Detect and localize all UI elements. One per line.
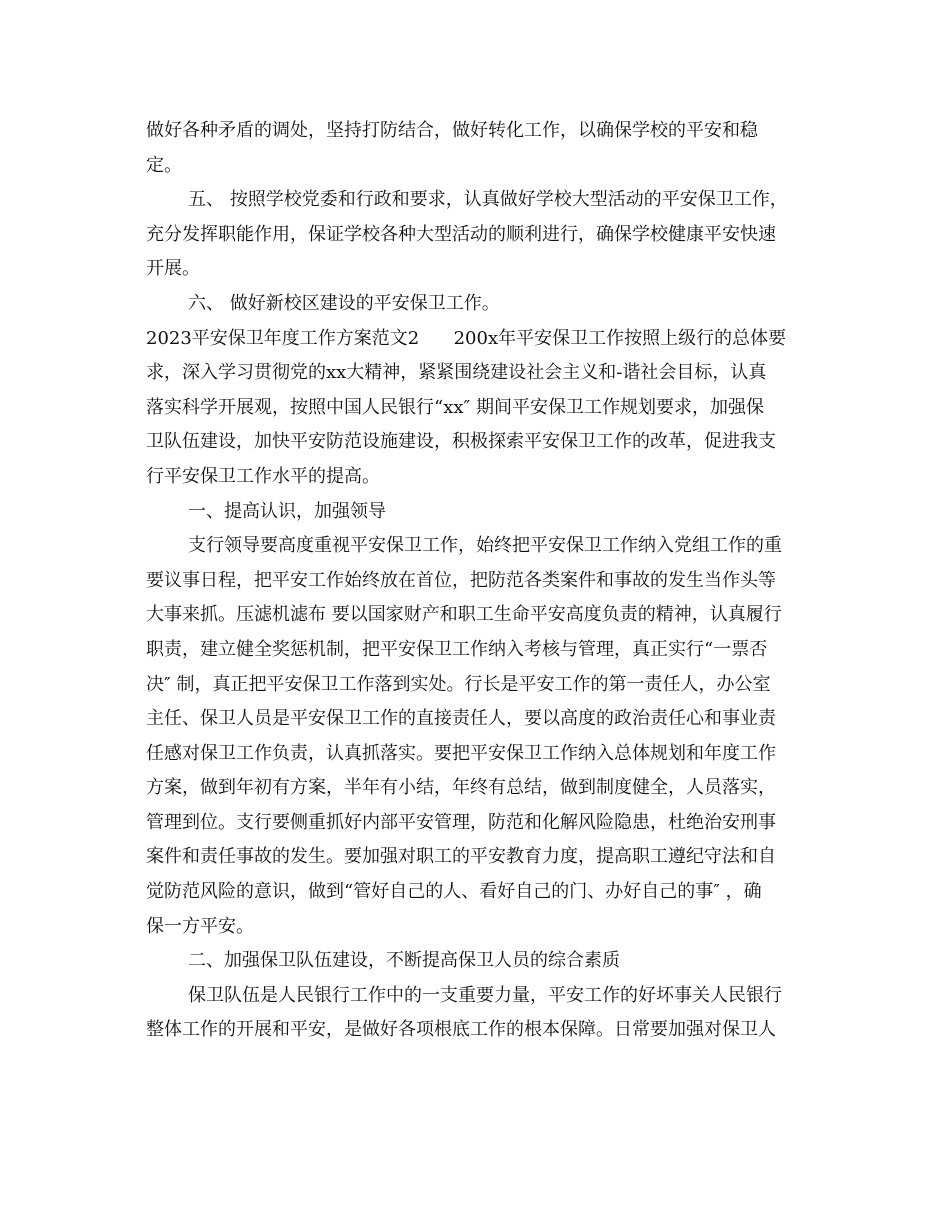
text-line: 职责，建立健全奖惩机制，把平安保卫工作纳入考核与管理，真正实行“一票否 bbox=[146, 638, 768, 660]
text-line: 行平安保卫工作水平的提高。 bbox=[146, 465, 380, 487]
text-line: 任感对保卫工作负责，认真抓落实。要把平安保卫工作纳入总体规划和年度工作 bbox=[146, 742, 776, 764]
text-line: 卫队伍建设，加快平安防范设施建设，积极探索平安保卫工作的改革，促进我支 bbox=[146, 431, 776, 453]
text-line: 充分发挥职能作用，保证学校各种大型活动的顺利进行，确保学校健康平安快速 bbox=[146, 223, 776, 245]
text-line: 求，深入学习贯彻党的xx大精神，紧紧围绕建设社会主义和-谐社会目标，认真 bbox=[146, 362, 767, 384]
text-line: 保一方平安。 bbox=[146, 915, 254, 937]
text-line: 大事来抓。压滤机滤布 要以国家财产和职工生命平安高度负责的精神，认真履行 bbox=[146, 604, 782, 626]
text-line: 做好各种矛盾的调处，坚持打防结合，做好转化工作，以确保学校的平安和稳 bbox=[146, 120, 758, 141]
text-line: 要议事日程，把平安工作始终放在首位，把防范各类案件和事故的发生当作头等 bbox=[146, 569, 776, 591]
text-line: 落实科学开展观，按照中国人民银行“xx″ 期间平安保卫工作规划要求，加强保 bbox=[146, 396, 764, 418]
text-line: 整体工作的开展和平安，是做好各项根底工作的根本保障。日常要加强对保卫人 bbox=[146, 1019, 776, 1041]
text-line: 支行领导要高度重视平安保卫工作，始终把平安保卫工作纳入党组工作的重 bbox=[188, 535, 782, 557]
text-line: 定。 bbox=[146, 154, 182, 176]
section-heading: 五、 按照学校党委和行政和要求，认真做好学校大型活动的平安保卫工作， bbox=[188, 189, 788, 211]
document-title-line: 2023平安保卫年度工作方案范文2 200x年平安保卫工作按照上级行的总体要 bbox=[146, 327, 787, 349]
text-line: 管理到位。支行要侧重抓好内部平安管理，防范和化解风险隐患，杜绝治安刑事 bbox=[146, 811, 776, 833]
section-heading: 一、提高认识，加强领导 bbox=[188, 500, 386, 522]
section-heading: 六、 做好新校区建设的平安保卫工作。 bbox=[188, 292, 500, 314]
text-line: 决″ 制，真正把平安保卫工作落到实处。行长是平安工作的第一责任人，办公室 bbox=[146, 673, 771, 695]
text-line: 案件和责任事故的发生。要加强对职工的平安教育力度，提高职工遵纪守法和自 bbox=[146, 846, 776, 868]
text-line: 开展。 bbox=[146, 258, 200, 280]
text-line: 觉防范风险的意识，做到“管好自己的人、看好自己的门、办好自己的事″ ，确 bbox=[146, 881, 762, 903]
text-line: 主任、保卫人员是平安保卫工作的直接责任人，要以高度的政治责任心和事业责 bbox=[146, 708, 776, 730]
text-line: 方案，做到年初有方案，半年有小结，年终有总结，做到制度健全，人员落实， bbox=[146, 777, 776, 799]
document-body bbox=[146, 114, 806, 1048]
text-line: 保卫队伍是人民银行工作中的一支重要力量，平安工作的好坏事关人民银行 bbox=[188, 984, 782, 1006]
section-heading: 二、加强保卫队伍建设，不断提高保卫人员的综合素质 bbox=[188, 950, 620, 972]
